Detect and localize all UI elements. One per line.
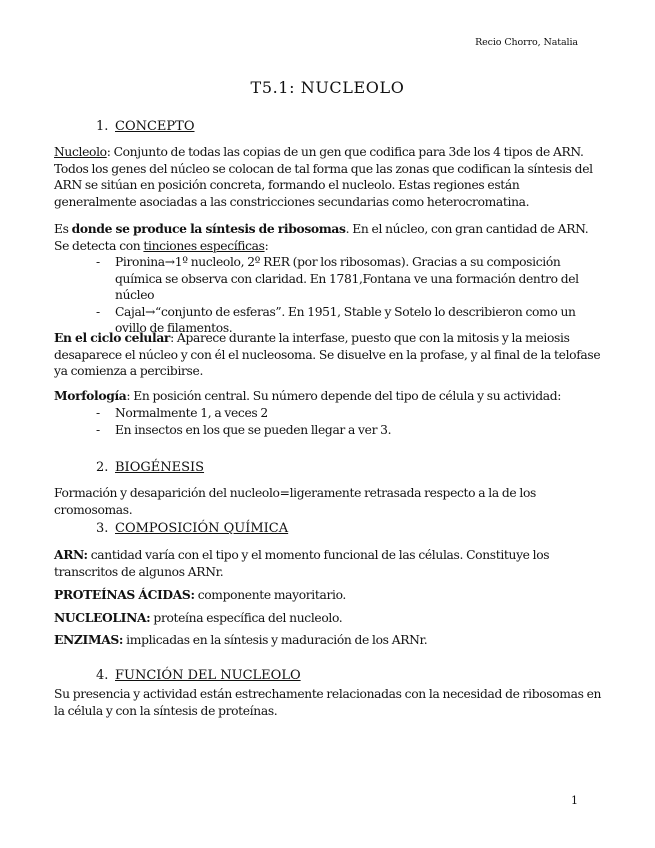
- paragraph-text: proteína específica del nucleolo.: [150, 611, 343, 625]
- bold-phrase: Morfología: [54, 388, 127, 403]
- list-dash: -: [96, 304, 100, 319]
- biogenesis-paragraph: [54, 485, 602, 518]
- paragraph-text: componente mayoritario.: [194, 588, 346, 602]
- list-item-text: En insectos en los que se pueden llegar a ver 3.: [115, 422, 392, 437]
- paragraph-text: Es: [54, 222, 72, 236]
- section-title: FUNCIÓN DEL NUCLEOLO: [115, 668, 301, 683]
- bold-phrase: En el ciclo celular: [54, 330, 171, 345]
- paragraph-text: cantidad varía con el tipo y el momento funcional de las células. Constituye los transcritos de algunos ARNr.: [54, 548, 550, 579]
- paragraph-text: Formación y desaparición del nucleolo=ligeramente retrasada respecto a la de los cromosomas.: [54, 486, 537, 517]
- composicion-proteinas: [54, 587, 602, 604]
- concepto-paragraph-4: [54, 388, 602, 405]
- section-heading-concepto: [96, 119, 195, 134]
- bold-phrase: donde se produce la síntesis de ribosomas: [71, 221, 346, 236]
- funcion-paragraph: [54, 686, 602, 719]
- list-item-text: Pironina→1º nucleolo, 2º RER (por los ribosomas). Gracias a su composición química se observa con claridad. En 1781,Fontana ve una formación dentro del núcleo: [115, 255, 579, 302]
- section-number: 2.: [96, 460, 109, 475]
- concepto-paragraph-2: [54, 221, 602, 254]
- page-title: T5.1: NUCLEOLO: [250, 78, 405, 97]
- underlined-phrase: tinciones específicas: [143, 238, 265, 253]
- section-heading-funcion: [96, 668, 301, 683]
- bold-phrase: ARN:: [54, 547, 88, 562]
- list-item-text: Cajal→“conjunto de esferas”. En 1951, Stable y Sotelo lo describieron como un ovillo de filamentos.: [115, 304, 576, 335]
- section-heading-composicion: [96, 521, 288, 536]
- paragraph-text: : Aparece durante la interfase, puesto que con la mitosis y la meiosis desaparece el núcleo y con él el nucleosoma. Se disuelve en la profase, y al final de la telofase ya comienza a percibirse.: [54, 331, 601, 378]
- paragraph-text: . En el núcleo, con gran cantidad de ARN. Se detecta con: [54, 222, 589, 253]
- author-header: Recio Chorro, Natalia: [475, 37, 578, 48]
- section-number: 4.: [96, 668, 109, 683]
- list-dash: -: [96, 406, 100, 420]
- bold-phrase: NUCLEOLINA:: [54, 610, 151, 625]
- section-title: BIOGÉNESIS: [115, 460, 205, 475]
- section-number: 3.: [96, 521, 109, 536]
- bold-phrase: PROTEÍNAS ÁCIDAS:: [54, 587, 195, 602]
- list-item: [96, 254, 604, 304]
- paragraph-text: : Conjunto de todas las copias de un gen que codifica para 3de los 4 tipos de ARN. Todos los genes del núcleo se colocan de tal forma que las zonas que codifican la síntesis del ARN se sitúan en posición concreta, formando el nucleolo. Estas regiones están generalmente asociadas a las constricciones secundarias como heterocromatina.: [54, 145, 593, 209]
- bold-phrase: ENZIMAS:: [54, 632, 124, 647]
- list-item: [96, 405, 604, 422]
- section-title: COMPOSICIÓN QUÍMICA: [115, 521, 289, 536]
- list-item: [96, 422, 604, 439]
- morfologia-list: [96, 405, 604, 438]
- list-dash: -: [96, 422, 100, 437]
- paragraph-text: : En posición central. Su número depende del tipo de célula y su actividad:: [126, 389, 562, 403]
- section-title: CONCEPTO: [115, 119, 195, 134]
- page-number: 1: [571, 794, 578, 807]
- term-nucleolo: Nucleolo: [54, 145, 107, 159]
- list-item-text: Normalmente 1, a veces 2: [115, 406, 268, 420]
- composicion-enzimas: [54, 632, 602, 649]
- list-dash: -: [96, 255, 100, 269]
- section-number: 1.: [96, 119, 109, 134]
- composicion-arn: [54, 547, 602, 580]
- paragraph-text: implicadas en la síntesis y maduración de los ARNr.: [123, 633, 428, 647]
- tinciones-list: [96, 254, 604, 337]
- paragraph-text: Su presencia y actividad están estrechamente relacionadas con la necesidad de ribosomas en la célula y con la síntesis de proteínas.: [54, 687, 602, 718]
- concepto-paragraph-3: [54, 330, 602, 380]
- composicion-nucleolina: [54, 610, 602, 627]
- paragraph-text: :: [264, 238, 269, 253]
- section-heading-biogenesis: [96, 460, 204, 475]
- concepto-paragraph-1: [54, 144, 602, 210]
